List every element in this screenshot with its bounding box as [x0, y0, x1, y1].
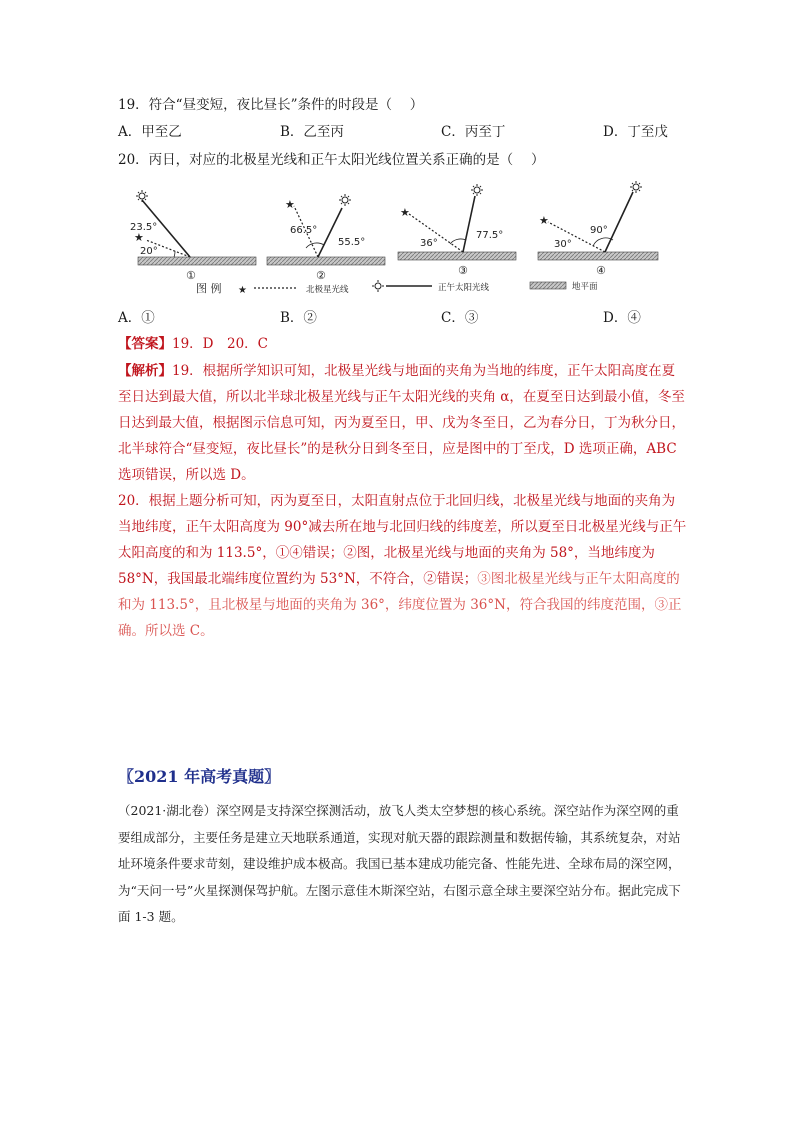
- q19-option-b: B．乙至丙: [280, 124, 344, 140]
- passage-text: （2021·湖北卷）深空网是支持深空探测活动，放飞人类太空梦想的核心系统。深空站作为深空网的重要组成部分，主要任务是建立天地联系通道，实现对航天器的跟踪测量和数据传输，其系统复杂，对站址环境条件要求苛刻，建设维护成本极高。我国已基本建成功能完备、性能先进、全球布局的深空网，为“天问一号”火星探测保驾护航。左图示意佳木斯深空站，右图示意全球主要深空站分布。据此完成下面 1-3 题。: [118, 803, 681, 924]
- panel-2-angle-bottom: 55.5°: [338, 237, 366, 248]
- explanation-para-1: [118, 358, 688, 488]
- panel-3: [398, 184, 516, 277]
- explanation: [118, 358, 688, 644]
- explanation-label: 【解析】: [118, 363, 172, 379]
- q20-option-c: C．③: [441, 310, 479, 326]
- sunlight-polaris-figure: [130, 178, 670, 300]
- q19-option-a: A．甲至乙: [118, 124, 182, 140]
- panel-1-angle-top: 23.5°: [130, 222, 158, 233]
- star-icon: ★: [539, 214, 549, 227]
- sun-icon: [339, 194, 351, 206]
- panel-2-angle-top: 66.5°: [290, 225, 318, 236]
- explanation-q20-part1: 20．根据上题分析可知，丙为夏至日，太阳直射点位于北回归线，北极星光线与地面的夹角为当地纬度，正午太阳高度为 90°减去所在地与北回归线的纬度差，所以夏至日北极星光线与正午太阳高度的和为 113.5°，①④错误；②图，北极星光线与地面的夹角为 58°，当地纬度为 58°N，我国最北端纬度位置约为 53°N，不符合，②错误；: [118, 493, 687, 587]
- explanation-para-2: [118, 488, 688, 644]
- sun-icon: [630, 181, 642, 193]
- explanation-q19: 19．根据所学知识可知，北极星光线与地面的夹角为当地的纬度，正午太阳高度在夏至日达到最大值，所以北半球北极星光线与正午太阳光线的夹角 α，在夏至日达到最小值，冬至日达到最大值，根据图示信息可知，丙为夏至日，甲、戊为冬至日，乙为春分日，丁为秋分日，北半球符合“昼变短，夜比昼长”的是秋分日到冬至日，应是图中的丁至戊，D 选项正确，ABC 选项错误，所以选 D。: [118, 363, 685, 483]
- panel-4: [538, 181, 658, 277]
- panel-4-number: ④: [596, 264, 606, 277]
- legend-title: 图 例: [196, 282, 222, 295]
- q20-stem: 20．丙日，对应的北极星光线和正午太阳光线位置关系正确的是（ ）: [118, 152, 545, 168]
- sun-icon: [136, 190, 148, 202]
- q19-option-c: C．丙至丁: [441, 124, 506, 140]
- answer-line: [118, 334, 268, 354]
- star-icon: ★: [400, 206, 410, 219]
- panel-3-angle-bottom: 36°: [420, 238, 438, 249]
- panel-2-number: ②: [316, 269, 326, 282]
- q20-option-a: A．①: [118, 310, 155, 326]
- sun-icon: [372, 280, 384, 292]
- panel-3-number: ③: [458, 264, 468, 277]
- star-icon: ★: [238, 285, 247, 296]
- answer-text: 19．D 20．C: [172, 336, 269, 352]
- q19-option-d: D．丁至戊: [603, 124, 668, 140]
- panel-2: [267, 194, 385, 282]
- sun-icon: [471, 184, 483, 196]
- panel-1-angle-bottom: 20°: [140, 246, 158, 257]
- panel-4-angle-bottom: 30°: [554, 239, 572, 250]
- panel-1-number: ①: [186, 269, 196, 282]
- legend: [196, 280, 598, 296]
- section-title: 〖2021 年高考真题〗: [118, 767, 281, 786]
- star-icon: ★: [285, 198, 295, 211]
- panel-4-angle-top: 90°: [590, 225, 608, 236]
- legend-polaris-label: 北极星光线: [306, 285, 349, 295]
- explanation-q20-part2: ③图北极星光线与正午太阳高度的和为 113.5°，且北极星与地面的夹角为 36°，纬度位置为 36°N，符合我国的纬度范围，③正确。所以选 C。: [118, 571, 682, 639]
- q19-stem: 19．符合“昼变短，夜比昼长”条件的时段是（ ）: [118, 97, 424, 113]
- legend-ground-label: 地平面: [572, 282, 598, 292]
- q20-option-b: B．②: [280, 310, 317, 326]
- star-icon: ★: [134, 231, 144, 244]
- panel-3-angle-top: 77.5°: [476, 230, 504, 241]
- q20-option-d: D．④: [603, 310, 641, 326]
- answer-label: 【答案】: [118, 336, 172, 352]
- legend-sun-label: 正午太阳光线: [438, 283, 490, 293]
- panel-1: [130, 190, 256, 282]
